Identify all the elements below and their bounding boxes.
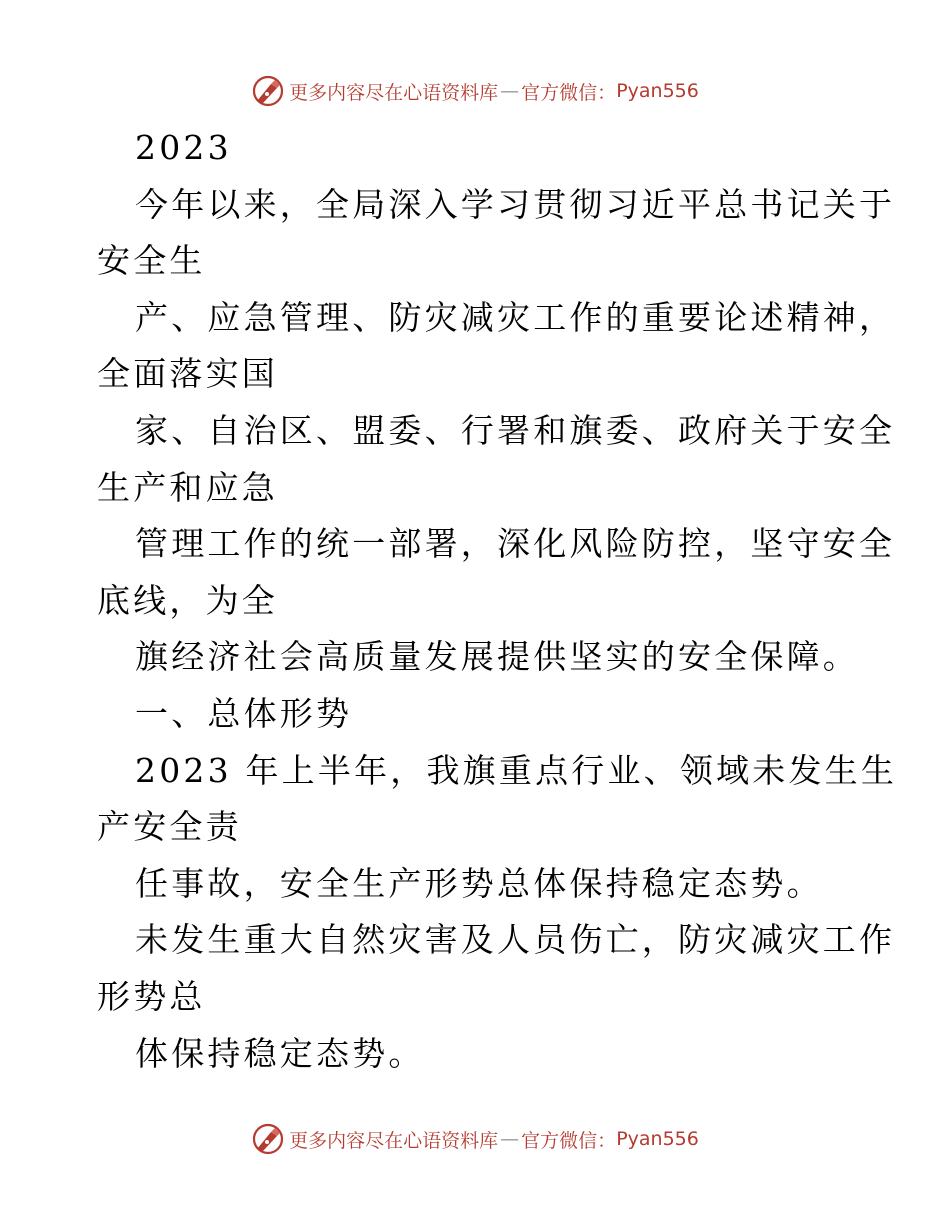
doc-line: 家、自治区、盟委、行署和旗委、政府关于安全 [135, 410, 896, 450]
doc-line: 生产和应急 [97, 467, 278, 507]
doc-line: 旗经济社会高质量发展提供坚实的安全保障。 [135, 637, 859, 677]
banner-separator: — [500, 80, 520, 102]
doc-line: 今年以来，全局深入学习贯彻习近平总书记关于 [135, 184, 896, 224]
document-body [97, 120, 898, 1082]
pen-nib-logo-icon [251, 74, 285, 108]
doc-line: 安全生 [97, 241, 206, 281]
doc-line: 体保持稳定态势。 [135, 1033, 425, 1073]
doc-line: 形势总 [97, 976, 206, 1016]
wechat-label: 官方微信： [521, 81, 617, 104]
wechat-id: Pyan556 [616, 80, 699, 102]
doc-line: 任事故，安全生产形势总体保持稳定态势。 [135, 863, 823, 903]
wechat-id: Pyan556 [616, 1128, 699, 1150]
doc-line: 底线，为全 [97, 580, 278, 620]
doc-line: 2023 年上半年，我旗重点行业、领域未发生生 [135, 750, 898, 790]
doc-line: 产、应急管理、防灾减灾工作的重要论述精神， [135, 297, 896, 337]
wechat-label: 官方微信： [521, 1129, 617, 1152]
header-banner [0, 71, 950, 111]
pen-nib-logo-icon [251, 1122, 285, 1156]
doc-line: 未发生重大自然灾害及人员伤亡，防灾减灾工作 [135, 920, 896, 960]
banner-separator: — [500, 1128, 520, 1150]
banner-text: 更多内容尽在心语资料库 [289, 1129, 499, 1152]
doc-line: 产安全责 [97, 807, 242, 847]
doc-line: 2023 [135, 128, 232, 167]
banner-text: 更多内容尽在心语资料库 [289, 81, 499, 104]
section-heading: 一、总体形势 [135, 693, 353, 733]
doc-line: 管理工作的统一部署，深化风险防控，坚守安全 [135, 524, 896, 564]
doc-line: 全面落实国 [97, 354, 278, 394]
footer-banner [0, 1119, 950, 1159]
